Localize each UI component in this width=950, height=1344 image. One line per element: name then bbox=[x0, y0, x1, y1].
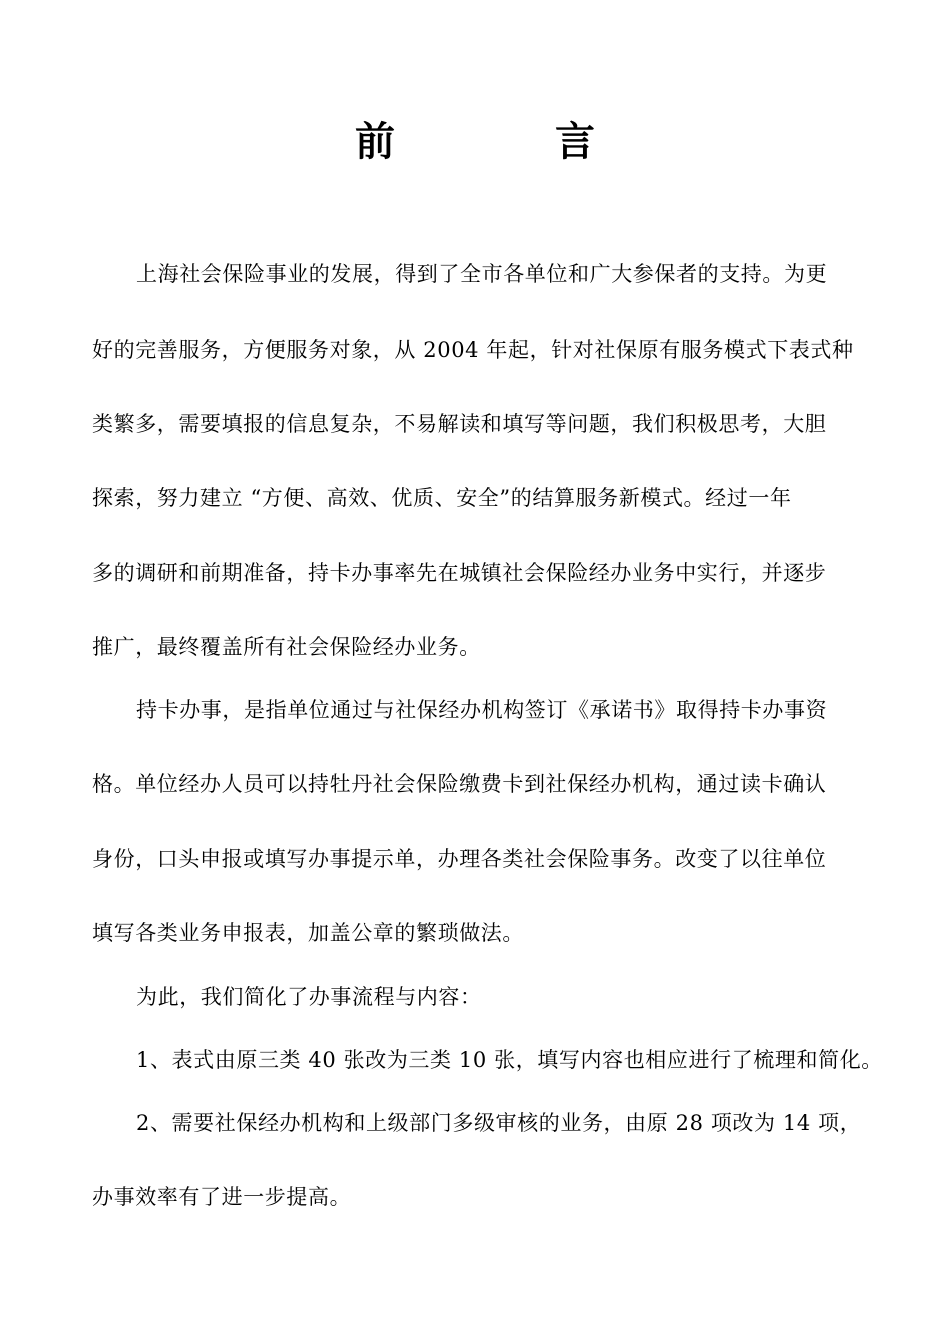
paragraph-line: 填写各类业务申报表，加盖公章的繁琐做法。 bbox=[92, 921, 524, 945]
paragraph-line: 类繁多，需要填报的信息复杂，不易解读和填写等问题，我们积极思考，大胆 bbox=[92, 412, 827, 436]
paragraph-line: 为此，我们简化了办事流程与内容： bbox=[136, 985, 482, 1009]
paragraph-line: 持卡办事，是指单位通过与社保经办机构签订《承诺书》取得持卡办事资 bbox=[136, 698, 828, 722]
paragraph-line: 办事效率有了进一步提高。 bbox=[92, 1185, 352, 1209]
paragraph-line: 上海社会保险事业的发展，得到了全市各单位和广大参保者的支持。为更 bbox=[136, 262, 828, 286]
paragraph-line: 探索，努力建立 “方便、高效、优质、安全”的结算服务新模式。经过一年 bbox=[92, 486, 792, 510]
paragraph-line: 格。单位经办人员可以持牡丹社会保险缴费卡到社保经办机构，通过读卡确认 bbox=[92, 772, 827, 796]
paragraph-line: 推广，最终覆盖所有社会保险经办业务。 bbox=[92, 635, 481, 659]
page-title: 前 言 bbox=[355, 119, 655, 165]
paragraph-line: 多的调研和前期准备，持卡办事率先在城镇社会保险经办业务中实行，并逐步 bbox=[92, 561, 827, 585]
paragraph-line: 身份，口头申报或填写办事提示单，办理各类社会保险事务。改变了以往单位 bbox=[92, 847, 827, 871]
list-item: 1、表式由原三类 40 张改为三类 10 张，填写内容也相应进行了梳理和简化。 bbox=[136, 1048, 883, 1072]
paragraph-line: 好的完善服务，方便服务对象，从 2004 年起，针对社保原有服务模式下表式种 bbox=[92, 338, 854, 362]
list-item: 2、需要社保经办机构和上级部门多级审核的业务，由原 28 项改为 14 项， bbox=[136, 1111, 862, 1135]
